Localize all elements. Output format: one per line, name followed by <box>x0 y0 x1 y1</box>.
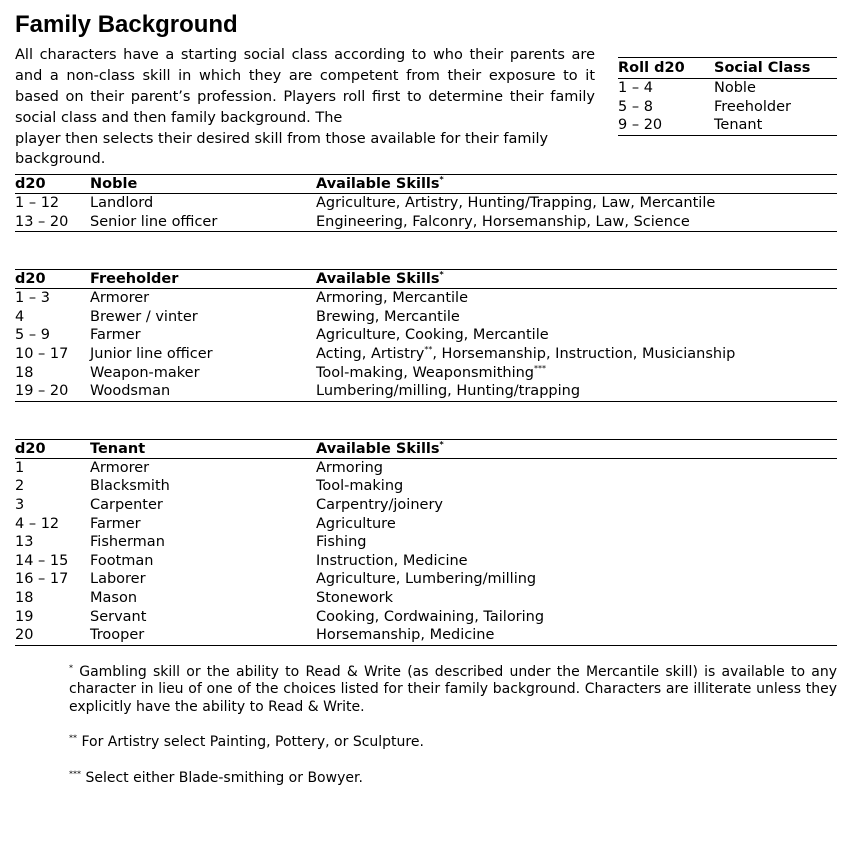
footnote-text: Select either Blade-smithing or Bowyer. <box>81 769 363 786</box>
background-cell: Farmer <box>90 327 141 344</box>
roll-cell: 4 <box>15 308 25 325</box>
social-class-cell: Tenant <box>714 116 837 135</box>
footnote-3 <box>69 770 837 788</box>
skills-cell: Instruction, Medicine <box>316 552 468 569</box>
intro-text <box>15 45 595 169</box>
table-header-row <box>15 270 837 289</box>
roll-cell: 5 – 9 <box>15 327 50 344</box>
skills-cell <box>316 345 837 364</box>
roll-cell: 20 <box>15 626 90 645</box>
freeholder-table-body <box>15 289 837 402</box>
skills-cell: Tool-making <box>316 478 404 495</box>
column-header-skills <box>316 175 837 194</box>
table-header-row <box>618 58 837 79</box>
roll-cell: 10 – 17 <box>15 345 69 362</box>
table-row <box>15 626 837 645</box>
table-row <box>618 98 837 117</box>
roll-cell: 16 – 17 <box>15 571 69 588</box>
skills-cell: Agriculture, Lumbering/milling <box>316 571 537 588</box>
social-class-cell: Freeholder <box>714 98 791 115</box>
skills-cell: Engineering, Falconry, Horsemanship, Law, Science <box>316 213 837 232</box>
table-row <box>15 458 837 477</box>
intro-paragraph: All characters have a starting social class according to who their parents are and a non-class skill in which they are competent from their exposure to it based on their parent’s profession. Players roll first to determine their family social class and then family background. The <box>15 47 595 126</box>
table-row <box>15 382 837 401</box>
footnote-mark: ** <box>69 733 77 743</box>
skills-cell: Horsemanship, Medicine <box>316 626 837 645</box>
roll-cell: 14 – 15 <box>15 552 69 569</box>
column-header-social-class: Social Class <box>714 58 837 79</box>
table-row <box>15 533 837 552</box>
column-header-noble: Noble <box>90 175 316 194</box>
column-header-skills-label: Available Skills <box>316 271 440 288</box>
table-row <box>15 326 837 345</box>
skills-cell: Cooking, Cordwaining, Tailoring <box>316 608 545 625</box>
skills-cell: Armoring, Mercantile <box>316 290 469 307</box>
background-cell: Weapon-maker <box>90 364 200 381</box>
table-row <box>15 608 837 627</box>
background-cell: Armorer <box>90 459 150 476</box>
table-row <box>15 308 837 327</box>
background-cell: Senior line officer <box>90 213 316 232</box>
footnote-mark: * <box>439 270 444 280</box>
skills-cell: Lumbering/milling, Hunting/trapping <box>316 382 837 401</box>
tenant-table-body <box>15 458 837 645</box>
background-cell: Junior line officer <box>90 345 213 362</box>
table-row <box>15 477 837 496</box>
roll-cell: 18 <box>15 589 34 606</box>
column-header-d20: d20 <box>15 175 90 194</box>
skills-cell <box>316 364 837 383</box>
background-cell: Carpenter <box>90 496 163 513</box>
skills-cell: Armoring <box>316 459 384 476</box>
background-cell: Farmer <box>90 515 141 532</box>
background-cell: Servant <box>90 608 147 625</box>
table-row <box>15 289 837 308</box>
skills-text: Acting, Artistry <box>316 345 425 362</box>
skills-cell: Stonework <box>316 589 393 606</box>
footnote-text: For Artistry select Painting, Pottery, or Sculpture. <box>77 734 424 751</box>
skills-cell: Carpentry/joinery <box>316 496 443 513</box>
table-row <box>15 570 837 589</box>
footnote-mark: * <box>69 663 73 673</box>
roll-cell: 1 – 3 <box>15 290 50 307</box>
noble-table <box>15 174 837 232</box>
column-header-skills-label: Available Skills <box>316 176 440 192</box>
skills-cell: Brewing, Mercantile <box>316 308 460 325</box>
roll-cell: 1 – 4 <box>618 80 653 96</box>
freeholder-table <box>15 269 837 402</box>
background-cell: Landlord <box>90 195 154 211</box>
background-cell: Woodsman <box>90 382 316 401</box>
roll-cell: 1 – 12 <box>15 195 60 211</box>
skills-cell: Agriculture, Cooking, Mercantile <box>316 327 549 344</box>
roll-cell: 18 <box>15 364 34 381</box>
background-cell: Blacksmith <box>90 478 170 495</box>
table-row <box>15 364 837 383</box>
table-row <box>15 515 837 534</box>
roll-cell: 9 – 20 <box>618 116 714 135</box>
roll-cell: 3 <box>15 496 25 513</box>
background-cell: Brewer / vinter <box>90 308 198 325</box>
social-class-table-body <box>618 79 837 136</box>
footnote-1 <box>69 664 837 717</box>
table-row <box>15 213 837 232</box>
footnote-text: Gambling skill or the ability to Read & Write (as described under the Mercantile skill) is available to any character in lieu of one of the choices listed for their family background. Characters are illiterate unless they explicitly have the ability to Read & Write. <box>69 663 837 715</box>
skills-text: , Horsemanship, Instruction, Musicianship <box>432 345 736 362</box>
footnote-mark: *** <box>534 363 547 373</box>
column-header-skills-label: Available Skills <box>316 440 440 457</box>
social-class-table <box>618 57 837 136</box>
table-row <box>15 194 837 213</box>
skills-text: Tool-making, Weaponsmithing <box>316 364 535 381</box>
footnote-mark: *** <box>69 769 81 779</box>
table-row <box>15 552 837 571</box>
background-cell: Fisherman <box>90 534 165 551</box>
skills-cell: Agriculture, Artistry, Hunting/Trapping, Law, Mercantile <box>316 195 716 211</box>
background-cell: Laborer <box>90 571 146 588</box>
column-header-freeholder: Freeholder <box>90 270 316 289</box>
roll-cell: 5 – 8 <box>618 98 653 115</box>
roll-cell: 4 – 12 <box>15 515 60 532</box>
roll-cell: 19 <box>15 608 34 625</box>
social-class-cell: Noble <box>714 80 756 96</box>
column-header-skills <box>316 270 837 289</box>
table-row <box>15 345 837 364</box>
roll-cell: 1 <box>15 459 25 476</box>
table-row <box>618 79 837 98</box>
tenant-table <box>15 439 837 646</box>
table-row <box>618 116 837 135</box>
column-header-d20: d20 <box>15 270 90 289</box>
page-title: Family Background <box>15 11 238 38</box>
footnote-mark: * <box>439 439 444 449</box>
skills-cell: Fishing <box>316 534 367 551</box>
background-cell: Mason <box>90 589 138 606</box>
background-cell: Armorer <box>90 290 150 307</box>
roll-cell: 13 <box>15 534 34 551</box>
background-cell: Footman <box>90 552 154 569</box>
footnote-mark: * <box>439 175 444 185</box>
column-header-tenant: Tenant <box>90 439 316 458</box>
footnotes <box>69 664 837 788</box>
column-header-d20: d20 <box>15 439 90 458</box>
skills-cell: Agriculture <box>316 515 396 532</box>
footnote-mark: ** <box>424 345 433 355</box>
background-cell: Trooper <box>90 626 316 645</box>
column-header-skills <box>316 439 837 458</box>
roll-cell: 19 – 20 <box>15 382 90 401</box>
table-row <box>15 496 837 515</box>
intro-paragraph-tail: player then selects their desired skill from those available for their family background. <box>15 131 549 167</box>
column-header-roll: Roll d20 <box>618 58 714 79</box>
table-row <box>15 589 837 608</box>
roll-cell: 2 <box>15 478 25 495</box>
table-header-row <box>15 175 837 194</box>
table-header-row <box>15 439 837 458</box>
page <box>15 10 837 805</box>
footnote-2 <box>69 734 837 752</box>
roll-cell: 13 – 20 <box>15 213 90 232</box>
intro-section <box>15 40 837 172</box>
noble-table-body <box>15 194 837 232</box>
